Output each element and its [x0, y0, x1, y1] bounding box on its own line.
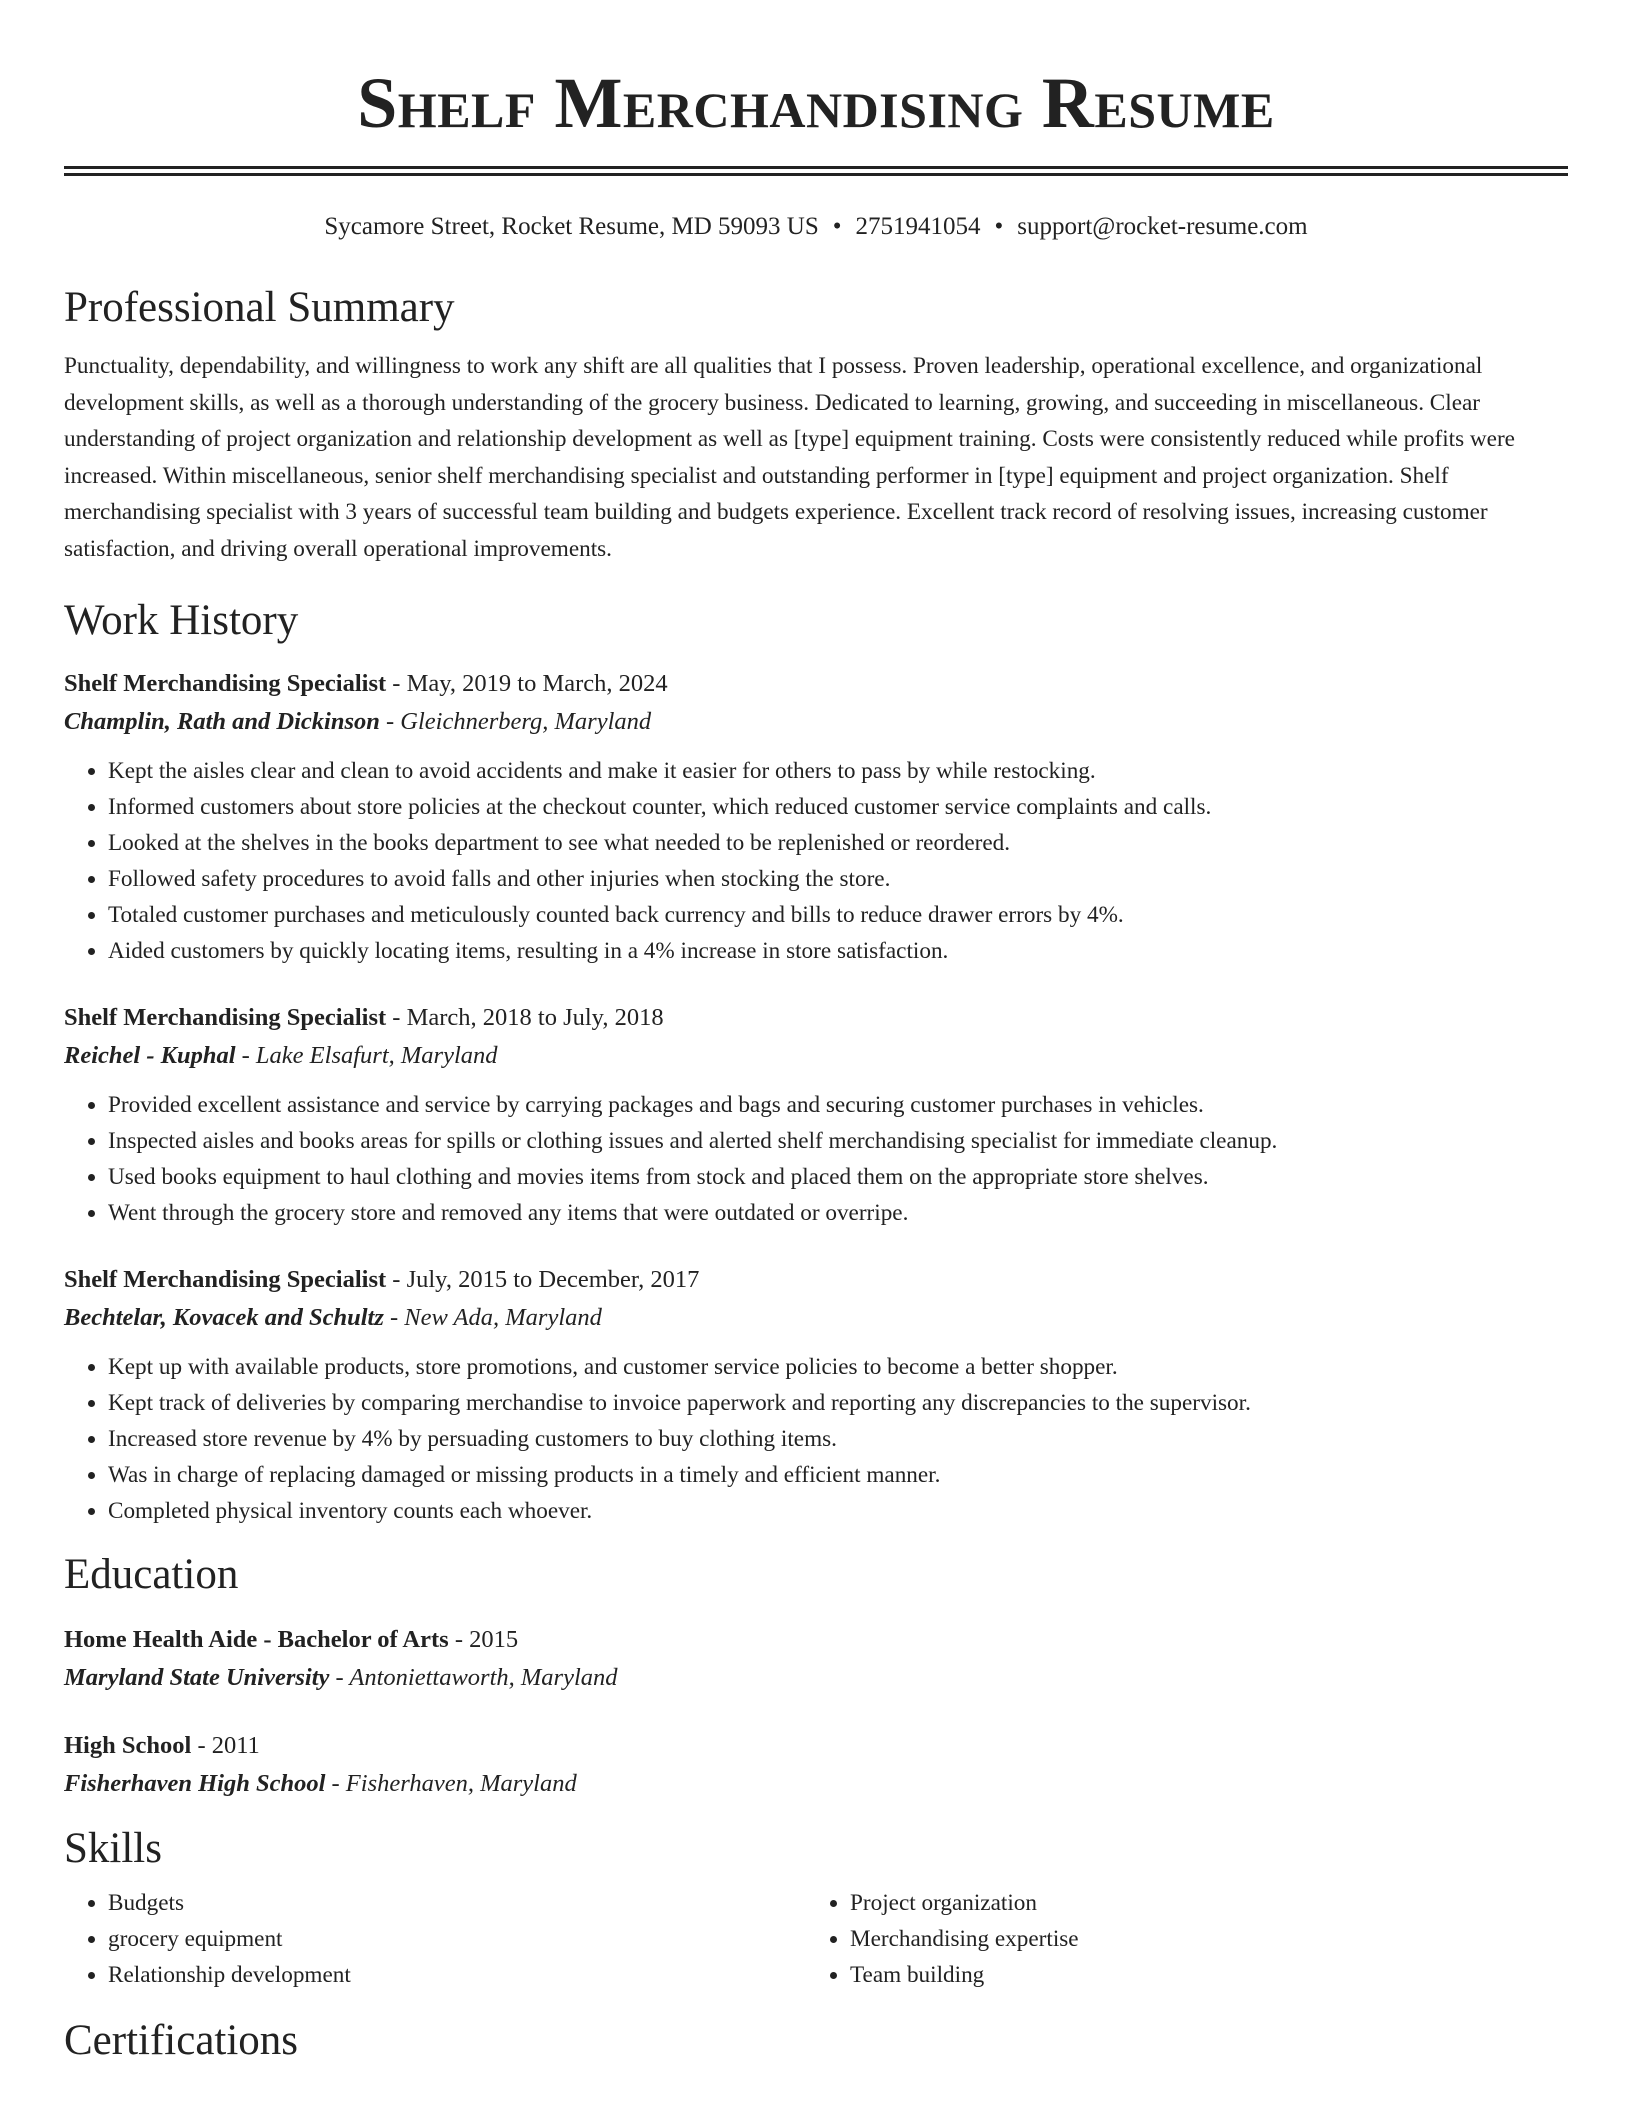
summary-text: Punctuality, dependability, and willingness to work any shift are all qualities that I possess. Proven leadership, operational excellence, and organizational development skills, as well as a thorough understanding of the grocery business. Dedicated to learning, growing, and succeeding in miscellaneous. Clear understanding of project organization and relationship development as well as [type] equipment training. Costs were consistently reduced while profits were increased. Within miscellaneous, senior shelf merchandising specialist and outstanding performer in [type] equipment and project organization. Shelf merchandising specialist with 3 years of successful team building and budgets experience. Excellent track record of resolving issues, increasing customer satisfaction, and driving overall operational improvements.: [64, 353, 1515, 562]
list-item: • Totaled customer purchases and meticulously counted back currency and bills to reduce drawer errors by 4%.: [108, 897, 1568, 933]
list-item: • Kept track of deliveries by comparing merchandise to invoice paperwork and reporting any discrepancies to the supervisor.: [108, 1385, 1568, 1421]
education-entry: [64, 1621, 1568, 1697]
list-item: • Inspected aisles and books areas for spills or clothing issues and alerted shelf merchandising specialist for immediate cleanup.: [108, 1123, 1568, 1159]
education-entry: [64, 1727, 1568, 1803]
list-item: • Informed customers about store policies at the checkout counter, which reduced customer service complaints and calls.: [108, 789, 1568, 825]
list-item: • Provided excellent assistance and service by carrying packages and bags and securing customer purchases in vehicles.: [108, 1087, 1568, 1123]
list-item: • Completed physical inventory counts each whoever.: [108, 1493, 1568, 1529]
skills-column-left: [64, 1885, 806, 1993]
education-year: - 2015: [448, 1626, 519, 1653]
contact-separator: •: [994, 213, 1004, 240]
job-company-line: [64, 1037, 1568, 1075]
skill-item: • Team building: [850, 1957, 1548, 1993]
education-degree-line: [64, 1621, 1568, 1659]
education-year: - 2011: [191, 1732, 260, 1759]
contact-address: Sycamore Street, Rocket Resume, MD 59093 US: [324, 213, 819, 240]
education-school-line: [64, 1765, 1568, 1803]
section-heading-education: Education: [64, 1551, 239, 1598]
job-location: - New Ada, Maryland: [383, 1304, 602, 1331]
section-heading-work-history: Work History: [64, 597, 299, 644]
job-title: Shelf Merchandising Specialist: [64, 1004, 387, 1031]
contact-phone: 2751941054: [855, 213, 981, 240]
job-dates: - May, 2019 to March, 2024: [386, 670, 668, 697]
resume-page: [64, 0, 1568, 2067]
job-dates: - March, 2018 to July, 2018: [386, 1004, 664, 1031]
education-school-line: [64, 1659, 1568, 1697]
education-school: Fisherhaven High School: [64, 1770, 326, 1797]
job-company: Bechtelar, Kovacek and Schultz: [64, 1304, 384, 1331]
job-company: Champlin, Rath and Dickinson: [64, 708, 380, 735]
skill-item: • Budgets: [108, 1885, 806, 1921]
job-company-line: [64, 1299, 1568, 1337]
job-title-line: [64, 999, 1568, 1037]
education-degree: High School: [64, 1732, 192, 1759]
job-company-line: [64, 703, 1568, 741]
job-dates: - July, 2015 to December, 2017: [386, 1266, 700, 1293]
list-item: • Looked at the shelves in the books department to see what needed to be replenished or reordered.: [108, 825, 1568, 861]
skill-item: • Relationship development: [108, 1957, 806, 1993]
education-degree-line: [64, 1727, 1568, 1765]
list-item: • Went through the grocery store and removed any items that were outdated or overripe.: [108, 1195, 1568, 1231]
skill-item: • Merchandising expertise: [850, 1921, 1548, 1957]
education-location: - Fisherhaven, Maryland: [325, 1770, 577, 1797]
job-title: Shelf Merchandising Specialist: [64, 670, 387, 697]
job-company: Reichel - Kuphal: [64, 1042, 236, 1069]
job-title-line: [64, 1261, 1568, 1299]
job-entry: [64, 1261, 1568, 1529]
skills-column-right: [806, 1885, 1548, 1993]
education-school: Maryland State University: [64, 1664, 330, 1691]
list-item: • Followed safety procedures to avoid falls and other injuries when stocking the store.: [108, 861, 1568, 897]
list-item: • Kept up with available products, store promotions, and customer service policies to become a better shopper.: [108, 1349, 1568, 1385]
job-entry: [64, 665, 1568, 969]
section-heading-certifications: Certifications: [64, 2017, 299, 2064]
job-bullets: [64, 753, 1568, 969]
title-double-rule: [64, 166, 1568, 176]
list-item: • Kept the aisles clear and clean to avoid accidents and make it easier for others to pass by while restocking.: [108, 753, 1568, 789]
list-item: • Used books equipment to haul clothing and movies items from stock and placed them on the appropriate store shelves.: [108, 1159, 1568, 1195]
job-entry: [64, 999, 1568, 1231]
contact-line: [64, 210, 1568, 244]
education-location: - Antoniettaworth, Maryland: [329, 1664, 618, 1691]
skill-item: • Project organization: [850, 1885, 1548, 1921]
resume-title: Shelf Merchandising Resume: [357, 63, 1275, 143]
job-title: Shelf Merchandising Specialist: [64, 1266, 387, 1293]
list-item: • Aided customers by quickly locating items, resulting in a 4% increase in store satisfaction.: [108, 933, 1568, 969]
job-location: - Gleichnerberg, Maryland: [379, 708, 652, 735]
job-title-line: [64, 665, 1568, 703]
section-heading-summary: Professional Summary: [64, 284, 455, 331]
job-bullets: [64, 1349, 1568, 1529]
skills-list: [64, 1885, 1568, 1993]
list-item: • Increased store revenue by 4% by persuading customers to buy clothing items.: [108, 1421, 1568, 1457]
contact-email: support@rocket-resume.com: [1017, 213, 1308, 240]
section-heading-skills: Skills: [64, 1825, 162, 1872]
education-degree: Home Health Aide - Bachelor of Arts: [64, 1626, 449, 1653]
job-bullets: [64, 1087, 1568, 1231]
skill-item: • grocery equipment: [108, 1921, 806, 1957]
list-item: • Was in charge of replacing damaged or missing products in a timely and efficient manner.: [108, 1457, 1568, 1493]
contact-separator: •: [832, 213, 842, 240]
job-location: - Lake Elsafurt, Maryland: [235, 1042, 498, 1069]
